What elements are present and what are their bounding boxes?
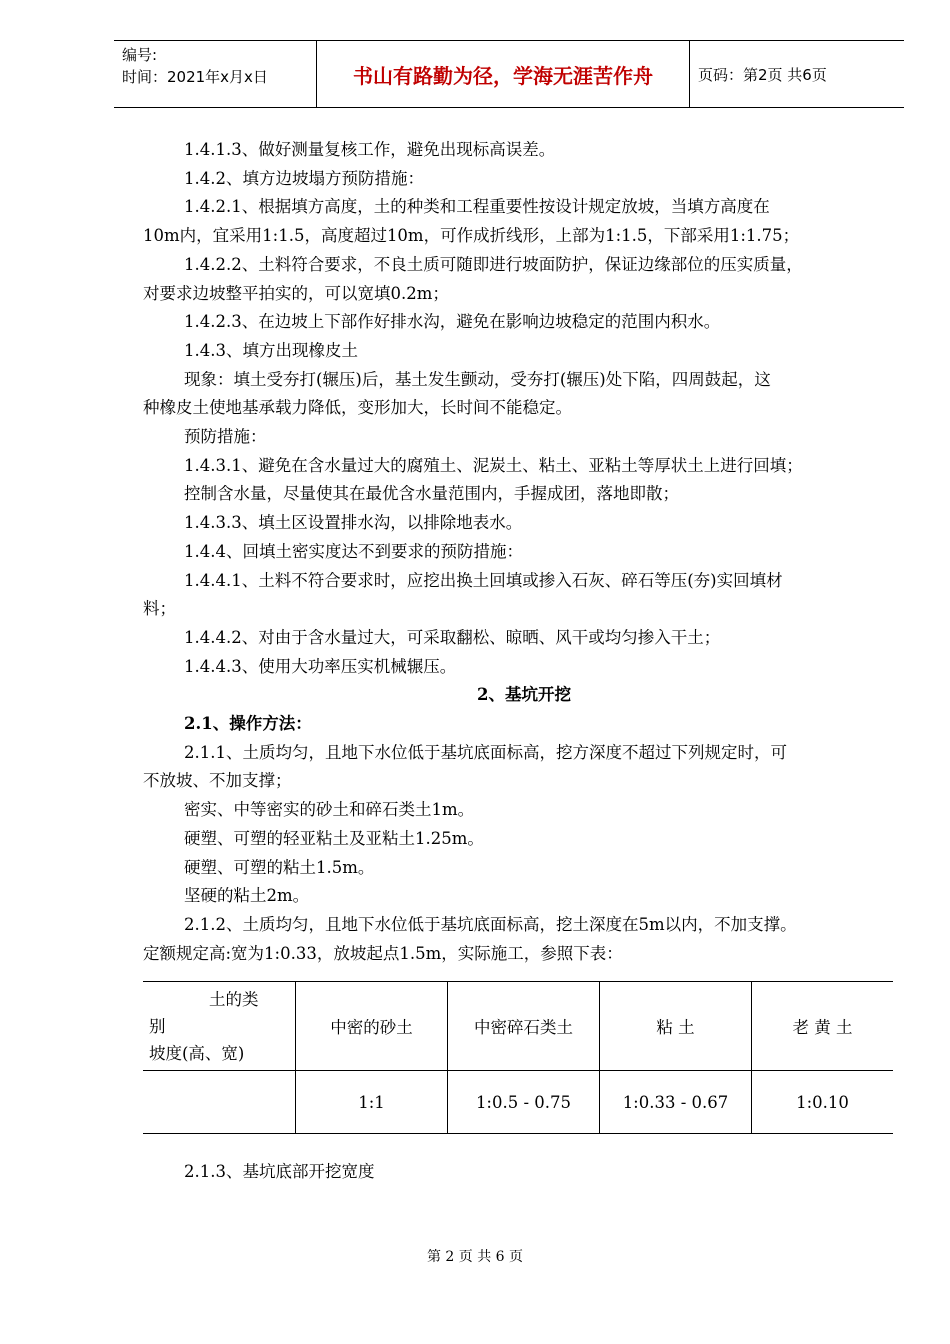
paragraph-line: 现象：填土受夯打(辗压)后，基土发生颤动，受夯打(辗压)处下陷，四周鼓起，这 <box>184 369 771 389</box>
table-cell: 1:1 <box>296 1071 448 1134</box>
page-footer: 第 2 页 共 6 页 <box>426 1249 524 1265</box>
paragraph-line: 1.4.2.2、土料符合要求，不良土质可随即进行坡面防护，保证边缘部位的压实质量， <box>184 254 803 274</box>
paragraph-line: 不放坡、不加支撑； <box>143 771 292 791</box>
slope-table <box>143 981 893 1134</box>
table-header-cell: 中密的砂土 <box>296 982 448 1071</box>
table-cell: 1:0.5 - 0.75 <box>448 1071 600 1134</box>
paragraph-line: 10m内，宜采用1:1.5，高度超过10m，可作成折线形，上部为1:1.5，下部采用1:1.75； <box>143 226 800 246</box>
paragraph-line: 1.4.1.3、做好测量复核工作，避免出现标高误差。 <box>184 140 556 159</box>
paragraph-line: 对要求边坡整平拍实的，可以宽填0.2m； <box>143 283 449 303</box>
paragraph-line: 坚硬的粘土2m。 <box>184 886 310 906</box>
paragraph-line: 种橡皮土使地基承载力降低，变形加大，长时间不能稳定。 <box>143 398 572 418</box>
paragraph-line: 1.4.2.1、根据填方高度，土的种类和工程重要性按设计规定放坡，当填方高度在 <box>184 197 770 217</box>
paragraph-line: 2.1.1、土质均匀，且地下水位低于基坑底面标高，挖方深度不超过下列规定时，可 <box>184 742 787 762</box>
paragraph-line: 1.4.4.2、对由于含水量过大，可采取翻松、晾晒、风干或均匀掺入干土； <box>184 627 721 647</box>
document-time: 时间：2021年x月x日 <box>122 68 268 86</box>
page-header <box>114 40 904 108</box>
paragraph-line: 2.1.2、土质均匀，且地下水位低于基坑底面标高，挖土深度在5m以内，不加支撑。 <box>184 914 797 934</box>
section-title: 2、基坑开挖 <box>477 685 571 705</box>
paragraph-line: 定额规定高:宽为1:0.33，放坡起点1.5m，实际施工，参照下表： <box>143 943 623 963</box>
table-cell <box>143 1071 296 1134</box>
table-header-cell: 中密碎石类土 <box>448 982 600 1071</box>
paragraph-line: 1.4.3.3、填土区设置排水沟，以排除地表水。 <box>184 513 523 533</box>
paragraph-line: 密实、中等密实的砂土和碎石类土1m。 <box>184 800 475 820</box>
table-header-cell: 粘 土 <box>600 982 752 1071</box>
paragraph-line: 硬塑、可塑的粘土1.5m。 <box>184 857 375 877</box>
document-number-label: 编号: <box>122 46 158 64</box>
paragraph-line: 1.4.4.1、土料不符合要求时，应挖出换土回填或掺入石灰、碎石等压(夯)实回填材 <box>184 570 783 590</box>
table-cell: 1:0.10 <box>752 1071 894 1134</box>
paragraph-line: 料； <box>143 599 176 619</box>
paragraph-line: 1.4.4、回填土密实度达不到要求的预防措施： <box>184 541 523 561</box>
paragraph-line: 1.4.4.3、使用大功率压实机械辗压。 <box>184 656 457 676</box>
document-body <box>143 136 905 968</box>
section-heading-2-1-3: 2.1.3、基坑底部开挖宽度 <box>184 1162 375 1181</box>
paragraph-line: 1.4.2、填方边坡塌方预防措施： <box>184 168 424 188</box>
paragraph-line: 1.4.2.3、在边坡上下部作好排水沟，避免在影响边坡稳定的范围内积水。 <box>184 312 721 332</box>
corner-line-2: 别 <box>149 1016 166 1036</box>
table-header-cell: 老 黄 土 <box>752 982 894 1071</box>
paragraph-line: 1.4.3.1、避免在含水量过大的腐殖土、泥炭土、粘土、亚粘土等厚状土上进行回填； <box>184 455 803 475</box>
corner-line-1: 土的类 <box>209 989 259 1009</box>
header-page-code: 页码：第2页 共6页 <box>698 65 827 84</box>
table-row <box>143 1071 893 1134</box>
paragraph-line: 控制含水量，尽量使其在最优含水量范围内，手握成团，落地即散； <box>184 484 679 504</box>
table-corner-cell <box>143 982 296 1071</box>
paragraph-line: 2.1、操作方法： <box>184 714 312 734</box>
paragraph-line: 预防措施： <box>184 427 267 447</box>
header-motto: 书山有路勤为径，学海无涯苦作舟 <box>316 41 690 107</box>
paragraph-line: 硬塑、可塑的轻亚粘土及亚粘土1.25m。 <box>184 828 484 848</box>
table-header-row <box>143 982 893 1071</box>
header-meta <box>122 44 312 88</box>
paragraph-line: 1.4.3、填方出现橡皮土 <box>184 340 358 360</box>
corner-line-3: 坡度(高、宽) <box>149 1043 245 1063</box>
table-cell: 1:0.33 - 0.67 <box>600 1071 752 1134</box>
